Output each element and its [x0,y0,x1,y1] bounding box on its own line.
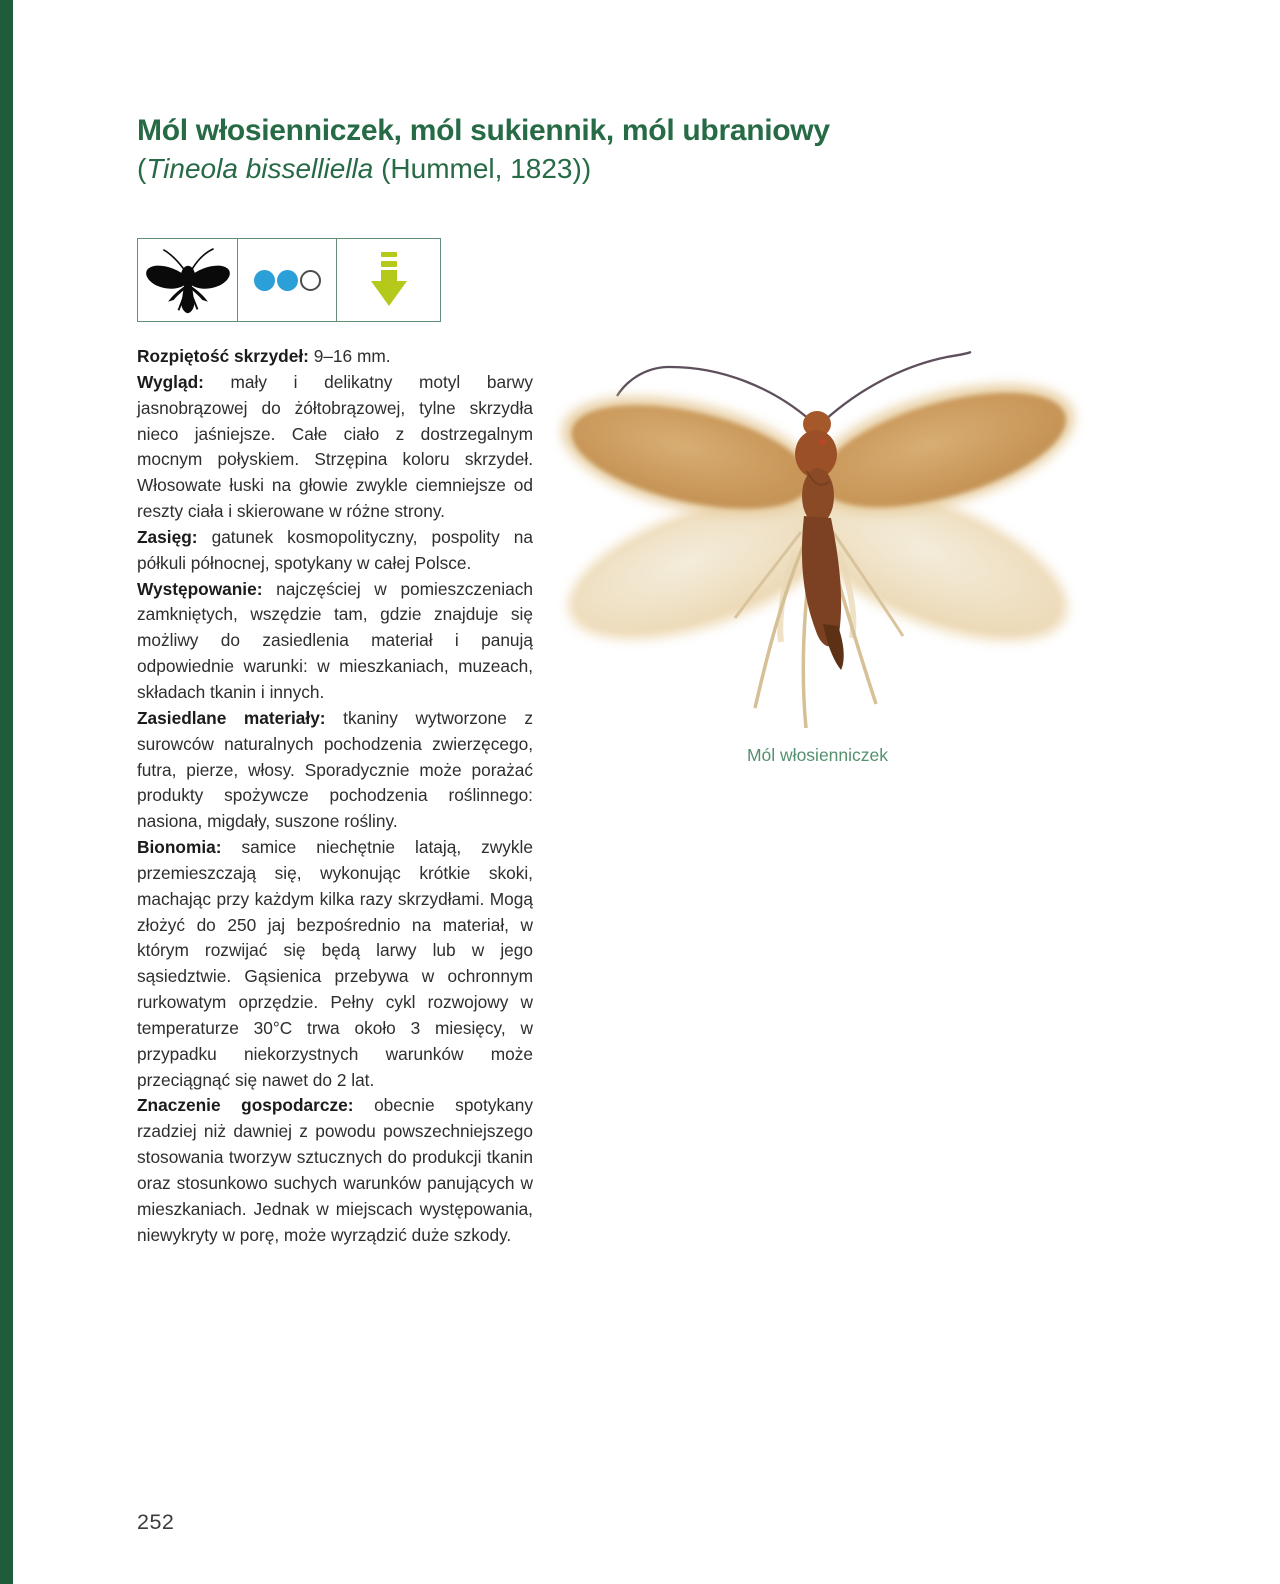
paragraph-label: Występowanie: [137,578,263,599]
abundance-dots-icon [253,270,322,291]
dot-empty [300,270,321,291]
dot-filled [277,270,298,291]
page-edge-bar [0,0,13,1584]
species-common-names: Mól włosienniczek, mól sukiennik, mól ubraniowy [137,114,830,147]
moth-photo-illustration [545,336,1090,744]
body-paragraph: Występowanie: najczęściej w pomieszczeniach zamkniętych, wszędzie tam, gdzie znajduje się możliwy do zasiedlenia materiał i panują odpowiednie warunki: w mieszkaniach, muzeach, składach tkanin i innych. [137,578,533,702]
body-paragraph: Wygląd: mały i delikatny motyl barwy jasnobrązowej do żółtobrązowej, tylne skrzydła nieco jaśniejsze. Całe ciało z dostrzegalnym mocnym połyskiem. Strzępina koloru skrzydeł. Włosowate łuski na głowie zwykle ciemniejsze od reszty ciała i skierowane w różne strony. [137,371,533,522]
body-text [137,344,533,1249]
dot-filled [254,270,275,291]
paragraph-label: Bionomia: [137,837,222,858]
paragraph-label: Rozpiętość skrzydeł: [137,346,309,366]
body-paragraph: Znaczenie gospodarcze: obecnie spotykany rzadziej niż dawniej z powodu powszechniejszego stosowania tworzyw sztucznych do produkcji tkanin oraz stosunkowo suchych warunków panujących w mieszkaniach. Jednak w miejscach występowania, niewykryty w porę, może wyrządzić duże szkody. [137,1095,533,1245]
body-paragraph: Zasiedlane materiały: tkaniny wytworzone z surowców naturalnych pochodzenia zwierzęcego, futra, pierze, włosy. Sporadycznie może porażać produkty spożywcze pochodzenia roślinnego: nasiona, migdały, suszone rośliny. [137,707,533,832]
moth-silhouette-icon [142,244,234,316]
photo-caption: Mól włosienniczek [746,745,889,765]
moth-photo [545,336,1090,744]
body-paragraph: Bionomia: samice niechętnie latają, zwykle przemieszczają się, wykonując krótkie skoki, machając przy każdym kilka razy skrzydłami. Mogą złożyć do 250 jaj bezpośrednio na materiał, w którym rozwijać się będą larwy lub w jego sąsiedztwie. Gąsienica przebywa w ochronnym rurkowatym oprzędzie. Pełny cykl rozwojowy w temperaturze 30°C trwa około 3 miesięcy, w przypadku niekorzystnych warunków może przeciągnąć się nawet do 2 lat. [137,837,533,1090]
page-number: 252 [137,1510,175,1534]
pictogram-row [137,238,441,322]
paragraph-label: Zasięg: [137,526,198,547]
paragraph-label: Wygląd: [137,371,204,392]
subtitle-prefix: ( [137,153,147,184]
down-arrow-icon [369,252,409,308]
body-paragraph: Zasięg: gatunek kosmopolityczny, pospolity na półkuli północnej, spotykany w całej Polsce. [137,526,533,573]
paragraph-label: Zasiedlane materiały: [137,707,326,728]
pictogram-box-dots [237,238,338,322]
subtitle-suffix: (Hummel, 1823)) [373,153,592,184]
species-latin-name [137,152,957,185]
pictogram-box-moth [137,238,238,322]
paragraph-label: Znaczenie gospodarcze: [137,1095,354,1116]
pictogram-box-arrow [336,238,441,322]
body-paragraph: Rozpiętość skrzydeł: 9–16 mm. [137,346,391,366]
latin-binomial: Tineola bisselliella [146,153,374,184]
page-title [137,112,957,185]
